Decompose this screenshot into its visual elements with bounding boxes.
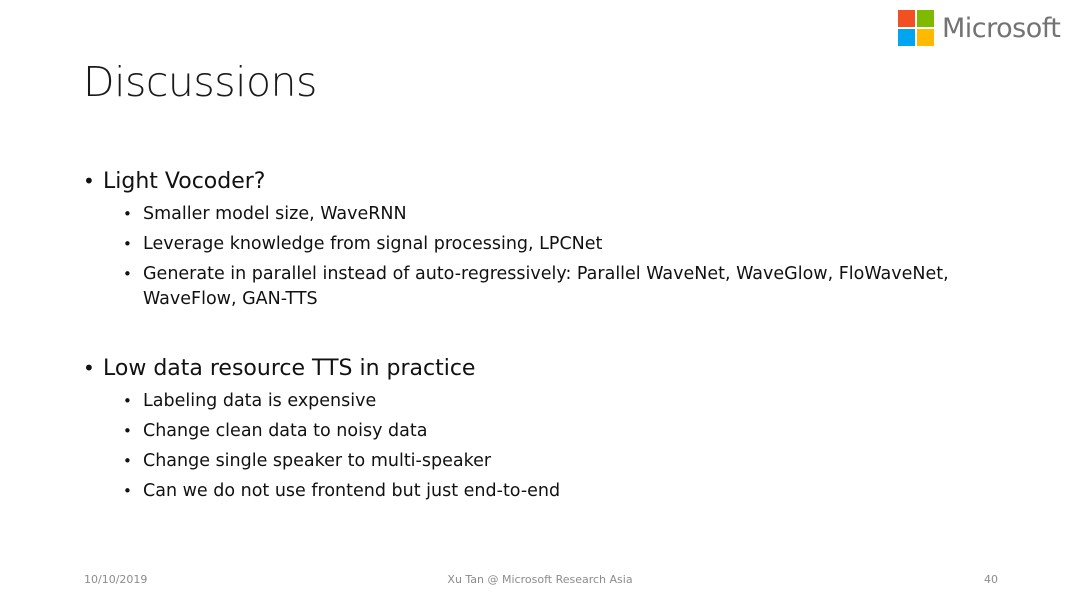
logo-square-yellow [917, 29, 934, 46]
bullet-dot-icon: • [123, 265, 132, 283]
sub-bullet-list [123, 389, 1013, 504]
bullet-level-2 [123, 202, 1013, 227]
bullet-text: Labeling data is expensive [143, 391, 377, 411]
section-low-data-resource [83, 352, 1013, 504]
bullet-dot-icon: • [123, 392, 132, 410]
bullet-level-2 [123, 232, 1013, 257]
bullet-text: Generate in parallel instead of auto-regressively: Parallel WaveNet, WaveGlow, FloWaveNet, WaveFlow, GAN-TTS [143, 264, 949, 309]
bullet-dot-icon: • [123, 452, 132, 470]
bullet-level-2 [123, 419, 1013, 444]
logo-square-blue [898, 29, 915, 46]
bullet-dot-icon: • [83, 356, 95, 380]
bullet-dot-icon: • [123, 205, 132, 223]
slide-title: Discussions [83, 58, 317, 106]
bullet-level-2 [123, 479, 1013, 504]
bullet-level-2 [123, 262, 1013, 312]
bullet-text: Can we do not use frontend but just end-to-end [143, 481, 561, 501]
bullet-level-1 [83, 165, 1013, 198]
bullet-text: Smaller model size, WaveRNN [143, 204, 407, 224]
logo-square-green [917, 10, 934, 27]
bullet-text: Change single speaker to multi-speaker [143, 451, 492, 471]
slide-content [83, 165, 1013, 509]
microsoft-logo [898, 10, 1060, 46]
footer-page-number: 40 [984, 573, 998, 586]
footer-date: 10/10/2019 [84, 573, 148, 586]
section-heading: Low data resource TTS in practice [103, 356, 476, 381]
bullet-dot-icon: • [123, 235, 132, 253]
bullet-dot-icon: • [83, 169, 95, 193]
section-light-vocoder [83, 165, 1013, 312]
sub-bullet-list [123, 202, 1013, 312]
bullet-text: Change clean data to noisy data [143, 421, 428, 441]
bullet-level-1 [83, 352, 1013, 385]
bullet-text: Leverage knowledge from signal processing, LPCNet [143, 234, 603, 254]
footer-presenter: Xu Tan @ Microsoft Research Asia [447, 573, 633, 586]
bullet-level-2 [123, 389, 1013, 414]
microsoft-windows-icon [898, 10, 934, 46]
bullet-dot-icon: • [123, 422, 132, 440]
section-heading: Light Vocoder? [103, 169, 266, 194]
bullet-dot-icon: • [123, 482, 132, 500]
bullet-level-2 [123, 449, 1013, 474]
logo-square-red [898, 10, 915, 27]
logo-text: Microsoft [942, 12, 1061, 44]
